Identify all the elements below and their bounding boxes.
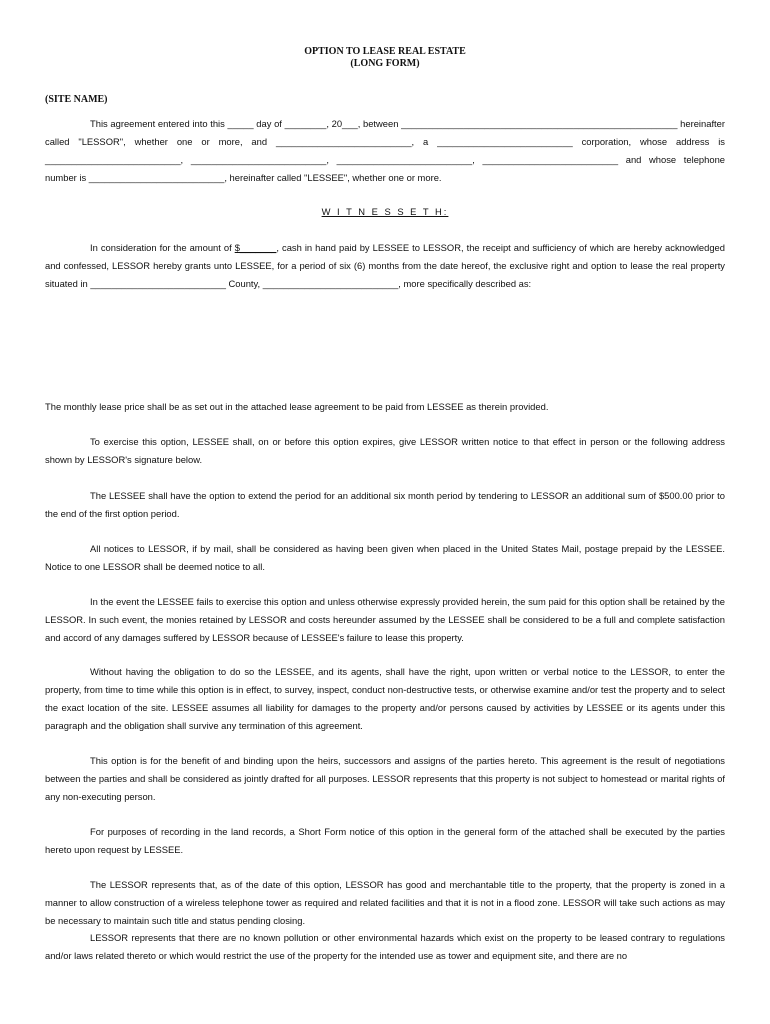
recording-text: For purposes of recording in the land records, a Short Form notice of this option in the general form of the attached shall be executed by the parties hereto upon request by LESSEE. [45, 826, 725, 855]
survey-paragraph [45, 663, 725, 735]
monthly-text: The monthly lease price shall be as set out in the attached lease agreement to be paid from LESSEE as therein provided. [45, 401, 549, 412]
title-paragraph [45, 876, 725, 930]
consideration-amount: $_______ [234, 242, 277, 253]
witnesseth-heading: W I T N E S S E T H: [321, 206, 449, 217]
title-text: The LESSOR represents that, as of the date of this option, LESSOR has good and merchantable title to the property, that the property is zoned in a manner to allow construction of a wireless telephone tower as required and related facilities and that it is not in a flood zone. LESSOR will take such actions as may be necessary to maintain such title and status pending closing. [45, 879, 725, 926]
exercise-text: To exercise this option, LESSEE shall, on or before this option expires, give LESSOR written notice to that effect in person or the following address shown by LESSOR's signature below. [45, 436, 725, 465]
extend-text: The LESSEE shall have the option to extend the period for an additional six month period by tendering to LESSOR an additional sum of $500.00 prior to the end of the first option period. [45, 490, 725, 519]
extend-paragraph [45, 487, 725, 523]
benefit-paragraph [45, 752, 725, 806]
pollution-text: LESSOR represents that there are no known pollution or other environmental hazards which exist on the property to be leased contrary to regulations and/or laws related thereto or which would restrict the use of the property for the intended use as tower and equipment site, and there are no [45, 932, 725, 961]
consideration-after: , cash in hand paid by LESSEE to LESSOR, the receipt and sufficiency of which are hereby acknowledged and confessed, LESSOR hereby grants unto LESSEE, for a period of six (6) months from the date hereof, the exclusive right and option to lease the real property situated in __________________________ County, __________________________, more specifically described as: [45, 242, 725, 289]
site-name: (SITE NAME) [45, 94, 108, 105]
monthly-paragraph [45, 398, 725, 416]
title-line-2: (LONG FORM) [350, 58, 420, 69]
title-line-1: OPTION TO LEASE REAL ESTATE [304, 46, 466, 57]
exercise-paragraph [45, 433, 725, 469]
notices-text: All notices to LESSOR, if by mail, shall be considered as having been given when placed in the United States Mail, postage prepaid by the LESSEE. Notice to one LESSOR shall be deemed notice to all. [45, 543, 725, 572]
notices-paragraph [45, 540, 725, 576]
survey-text: Without having the obligation to do so the LESSEE, and its agents, shall have the right, upon written or verbal notice to the LESSOR, to enter the property, from time to time while this option is in effect, to survey, inspect, conduct non-destructive tests, or otherwise examine and/or test the property and to select the exact location of the site. LESSEE assumes all liability for damages to the property and/or persons caused by activities by LESSEE or its agents under this paragraph and the obligation shall survive any termination of this agreement. [45, 666, 725, 731]
fails-paragraph [45, 593, 725, 647]
consideration-before: In consideration for the amount of [90, 242, 235, 253]
intro-text: This agreement entered into this _____ day of ________, 20___, between _____________________________________________________ hereinafter called "LESSOR", whether one or more, and __________________________, a __________________________ corporation, whose address is __________________________, __________________________, __________________________, __________________________ and whose telephone number is __________________________, hereinafter called "LESSEE", whether one or more. [45, 118, 725, 183]
document-title [0, 46, 770, 70]
consideration-paragraph [45, 239, 725, 293]
recording-paragraph [45, 823, 725, 859]
fails-text: In the event the LESSEE fails to exercise this option and unless otherwise expressly provided herein, the sum paid for this option shall be retained by the LESSOR. In such event, the monies retained by LESSOR and costs hereunder assumed by the LESSEE shall be considered to be a full and complete satisfaction and accord of any damages suffered by LESSOR because of LESSEE's failure to lease this property. [45, 596, 725, 643]
pollution-paragraph [45, 929, 725, 965]
intro-paragraph [45, 115, 725, 187]
benefit-text: This option is for the benefit of and binding upon the heirs, successors and assigns of the parties hereto. This agreement is the result of negotiations between the parties and shall be considered as jointly drafted for all purposes. LESSOR represents that this property is not subject to homestead or marital rights of any non-executing person. [45, 755, 725, 802]
